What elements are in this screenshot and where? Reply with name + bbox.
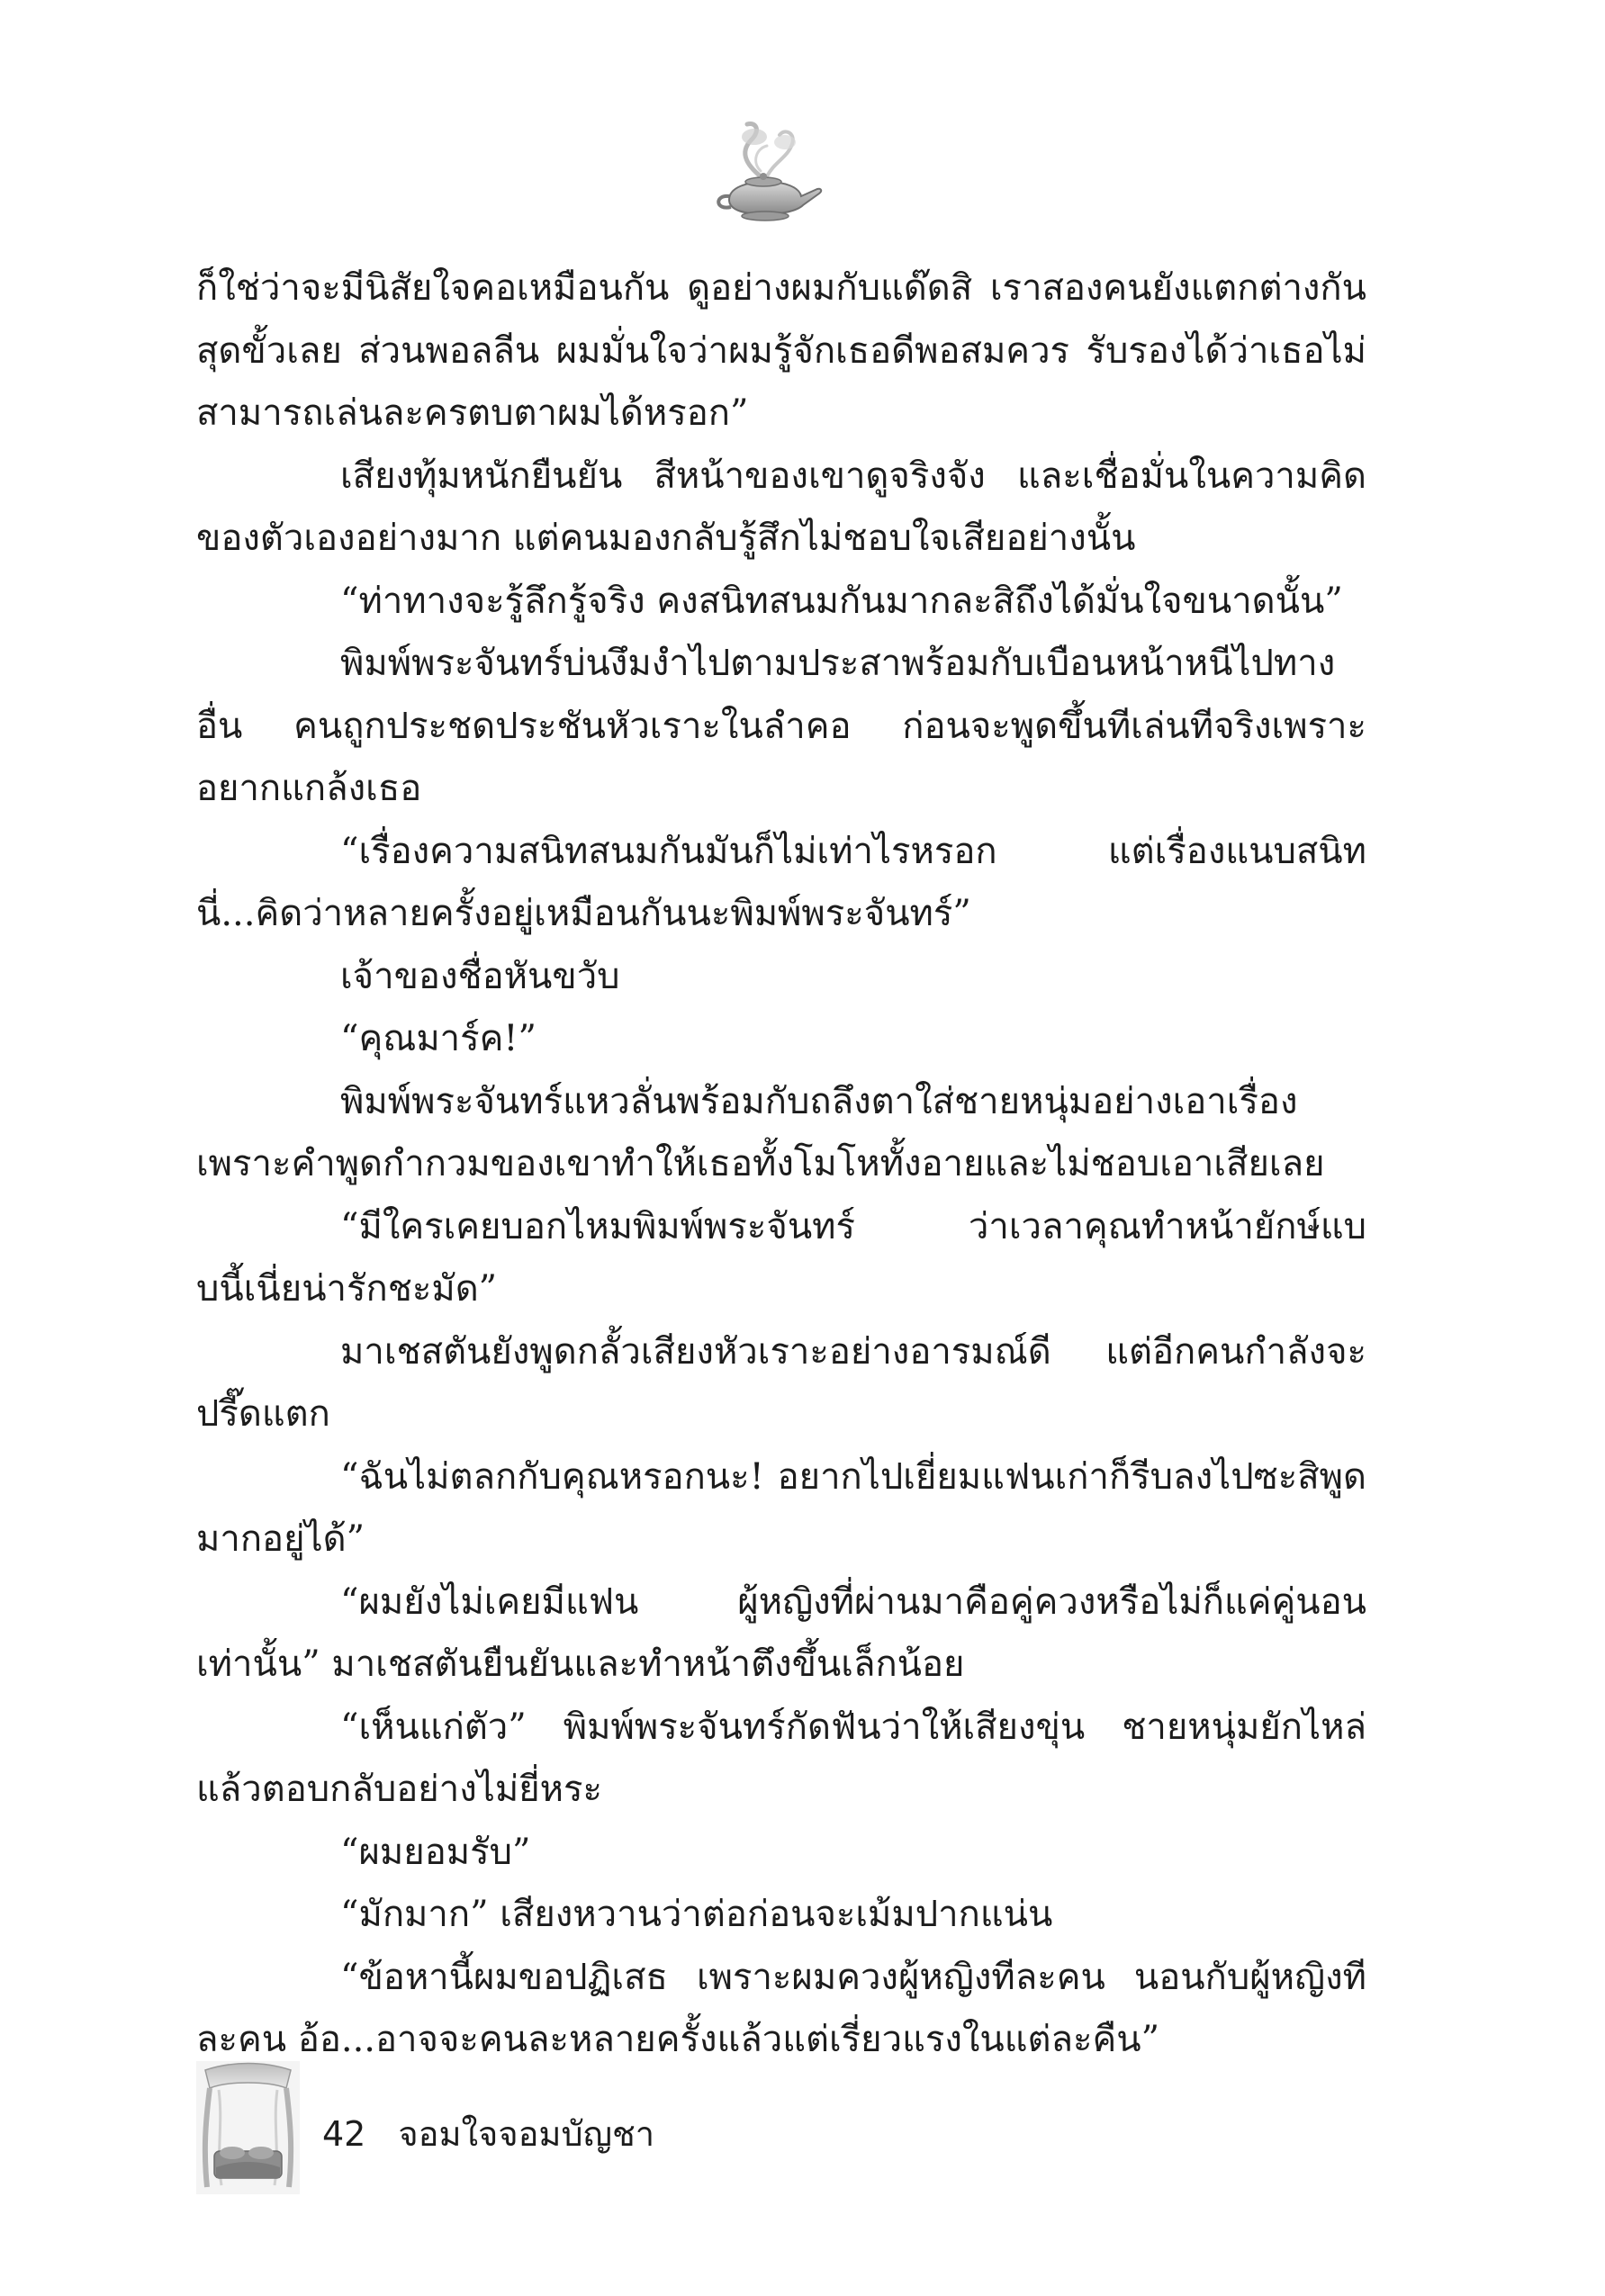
paragraph: มาเชสตันยังพูดกลั้วเสียงหัวเราะอย่างอารมณ์ดี แต่อีกคนกำลังจะปรี๊ดแตก <box>196 1330 1366 1435</box>
paragraph: “ข้อหานี้ผมขอปฏิเสธ เพราะผมควงผู้หญิงทีละคน นอนกับผู้หญิงทีละคน อ้อ...อาจจะคนละหลายครั้งแล้วแต่เรี่ยวแรงในแต่ละคืน” <box>196 1956 1366 2060</box>
paragraph: พิมพ์พระจันทร์บ่นงึมงำไปตามประสาพร้อมกับเบือนหน้าหนีไปทางอื่น คนถูกประชดประชันหัวเราะในลำคอ ก่อนจะพูดขึ้นทีเล่นทีจริงเพราะอยากแกล้งเธอ <box>196 643 1366 809</box>
paragraph: “ผมยังไม่เคยมีแฟน ผู้หญิงที่ผ่านมาคือคู่ควงหรือไม่ก็แค่คู่นอนเท่านั้น” มาเชสตันยืนยันและทำหน้าตึงขึ้นเล็กน้อย <box>196 1580 1366 1685</box>
paragraph: พิมพ์พระจันทร์แหวลั่นพร้อมกับถลึงตาใส่ชายหนุ่มอย่างเอาเรื่องเพราะคำพูดกำกวมของเขาทำให้เธอทั้งโมโหทั้งอายและไม่ชอบเอาเสียเลย <box>196 1080 1325 1184</box>
book-title: จอมใจจอมบัญชา <box>398 2114 655 2154</box>
paragraph: เจ้าของชื่อหันขวับ <box>340 955 620 997</box>
page-body <box>196 257 1366 2072</box>
paragraph: “เห็นแก่ตัว” พิมพ์พระจันทร์กัดฟันว่าให้เสียงขุ่น ชายหนุ่มยักไหล่แล้วตอบกลับอย่างไม่ยี่หระ <box>196 1706 1366 1810</box>
paragraph: “เรื่องความสนิทสนมกันมันก็ไม่เท่าไรหรอก แต่เรื่องแนบสนิทนี่...คิดว่าหลายครั้งอยู่เหมือนกันนะพิมพ์พระจันทร์” <box>196 830 1366 934</box>
page-footer <box>196 2061 1366 2196</box>
paragraph: “มีใครเคยบอกไหมพิมพ์พระจันทร์ ว่าเวลาคุณทำหน้ายักษ์แบบนี้เนี่ยน่ารักชะมัด” <box>196 1205 1366 1310</box>
paragraph: “ฉันไม่ตลกกับคุณหรอกนะ! อยากไปเยี่ยมแฟนเก่าก็รีบลงไปซะสิพูดมากอยู่ได้” <box>196 1455 1366 1560</box>
paragraph: ก็ใช่ว่าจะมีนิสัยใจคอเหมือนกัน ดูอย่างผมกับแด๊ดสิ เราสองคนยังแตกต่างกันสุดขั้วเลย ส่วนพอลลีน ผมมั่นใจว่าผมรู้จักเธอดีพอสมควร รับรองได้ว่าเธอไม่สามารถเล่นละครตบตาผมได้หรอก” <box>196 267 1366 434</box>
paragraph: “ผมยอมรับ” <box>340 1831 531 1873</box>
paragraph: “มักมาก” เสียงหวานว่าต่อก่อนจะเม้มปากแน่น <box>340 1894 1053 1935</box>
page-number: 42 <box>322 2114 366 2154</box>
paragraph: “คุณมาร์ค!” <box>340 1018 537 1059</box>
paragraph: เสียงทุ้มหนักยืนยัน สีหน้าของเขาดูจริงจัง และเชื่อมั่นในความคิดของตัวเองอย่างมาก แต่คนมองกลับรู้สึกไม่ชอบใจเสียอย่างนั้น <box>196 455 1366 559</box>
magic-lamp-icon <box>702 117 828 225</box>
footer-caption <box>322 2106 654 2161</box>
paragraph: “ท่าทางจะรู้ลึกรู้จริง คงสนิทสนมกันมากละสิถึงได้มั่นใจขนาดนั้น” <box>340 580 1343 622</box>
canopy-bed-illustration <box>196 2061 300 2194</box>
